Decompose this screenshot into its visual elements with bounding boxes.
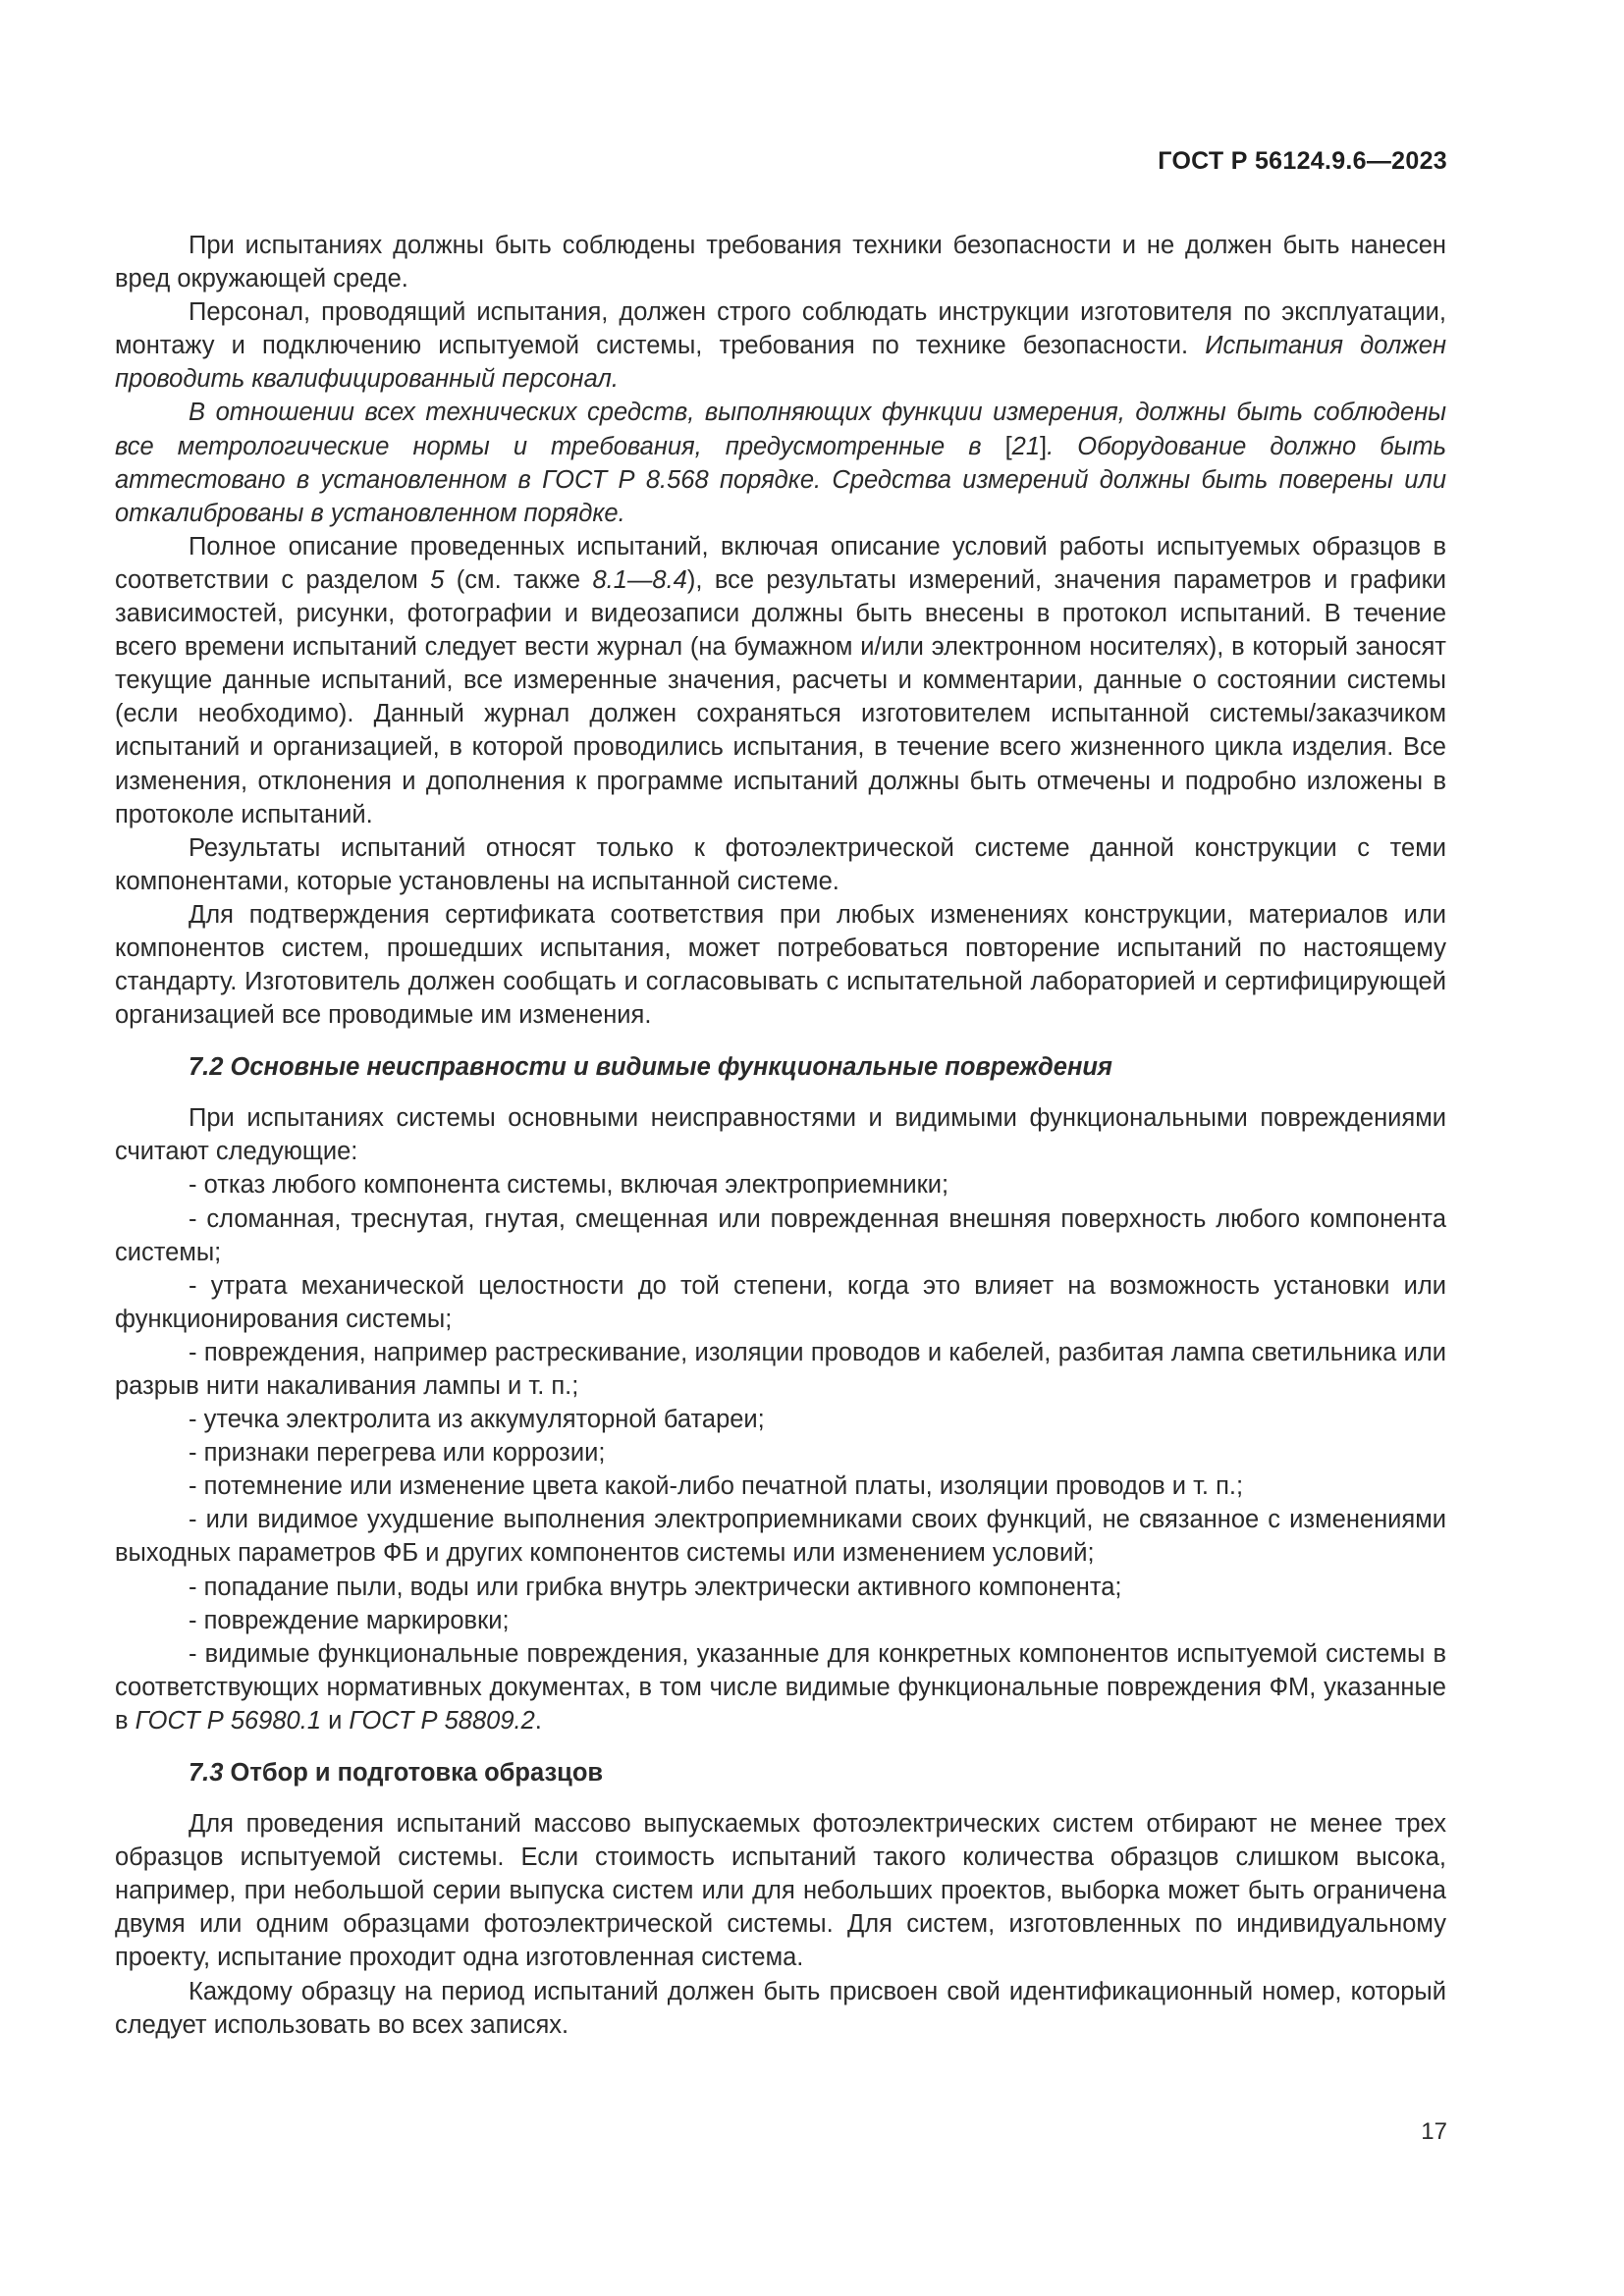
paragraph-certificate: Для подтверждения сертификата соответствия при любых изменениях конструкции, материалов или компонентов систем, прошедших испытания, может потребоваться повторение испытаний по настоящему стандарту. Изготовитель должен сообщать и согласовывать с испытательной лабораторией и сертифицирующей организацией все проводимые им изменения. <box>115 900 1446 1030</box>
page-body <box>115 229 1446 2042</box>
list-item: - или видимое ухудшение выполнения электроприемниками своих функций, не связанное с изменениями выходных параметров ФБ и других компонентов системы или изменением условий; <box>115 1506 1446 1568</box>
subsection-range-reference: 8.1—8.4 <box>592 565 687 594</box>
list-item: - повреждение маркировки; <box>189 1606 510 1634</box>
section-7-3-heading <box>115 1756 1446 1789</box>
page-number: 17 <box>1421 2118 1447 2145</box>
paragraph-metrology <box>115 396 1446 529</box>
section-7-2-heading: 7.2 Основные неисправности и видимые функциональные повреждения <box>189 1053 1112 1082</box>
section-7-3-title: Отбор и подготовка образцов <box>223 1759 604 1788</box>
paragraph-metrology-italic-a: В отношении всех технических средств, выполняющих функции измерения, должны быть соблюдены все метрологические нормы и требования, предусмотренные в <box>115 399 1446 460</box>
paragraph-personnel-text: Персонал, проводящий испытания, должен строго соблюдать инструкции изготовителя по эксплуатации, монтажу и подключению испытуемой системы, требования по технике безопасности. <box>115 298 1446 360</box>
bibliography-reference: 21 <box>1011 432 1041 460</box>
list-item-last-end: . <box>534 1706 542 1735</box>
list-item: - попадание пыли, воды или грибка внутрь электрически активного компонента; <box>189 1573 1122 1601</box>
paragraph-test-report-c: ), все результаты измерений, значения параметров и графики зависимостей, рисунки, фотографии и видеозаписи должны быть внесены в протокол испытаний. В течение всего времени испытаний следует вести журнал (на бумажном и/или электронном носителях), в который заносят текущие данные испытаний, все измеренные значения, расчеты и комментарии, данные о состоянии системы (если необходимо). Данный журнал должен сохраняться изготовителем испытанной системы/заказчиком испытаний и организацией, в которой проводились испытания, в течение всего жизненного цикла изделия. Все изменения, отклонения и дополнения к программе испытаний должны быть отмечены и подробно изложены в протоколе испытаний. <box>115 565 1446 828</box>
standard-code-header: ГОСТ Р 56124.9.6—2023 <box>1158 147 1447 175</box>
paragraph-metrology-italic-b: . Оборудование должно быть аттестовано в установленном в ГОСТ Р 8.568 порядке. Средства измерений должны быть поверены или откалиброваны в установленном порядке. <box>115 432 1446 527</box>
list-item-last <box>115 1637 1446 1737</box>
paragraph-personnel-italic: Испытания должен проводить квалифицированный персонал. <box>115 332 1446 394</box>
standard-reference-58809: ГОСТ Р 58809.2 <box>349 1706 535 1735</box>
section-7-2-intro: При испытаниях системы основными неисправностями и видимыми функциональными повреждениями считают следующие: <box>115 1104 1446 1166</box>
section-7-3-number: 7.3 <box>189 1759 224 1788</box>
bracket-close: ] <box>1040 432 1048 460</box>
list-item-last-text: - видимые функциональные повреждения, указанные для конкретных компонентов испытуемой системы в соответствующих нормативных документах, в том числе видимые функциональные повреждения ФМ, указанные в <box>115 1639 1446 1735</box>
list-item: - утечка электролита из аккумуляторной батареи; <box>189 1406 765 1434</box>
paragraph-personnel <box>115 295 1446 396</box>
paragraph-test-report-b: (см. также <box>444 565 593 594</box>
list-item: - утрата механической целостности до той степени, когда это влияет на возможность установки или функционирования системы; <box>115 1271 1446 1333</box>
list-item: - потемнение или изменение цвета какой-либо печатной платы, изоляции проводов и т. п.; <box>189 1472 1244 1501</box>
bracket-open: [ <box>1004 432 1012 460</box>
standard-reference-56980: ГОСТ Р 56980.1 <box>135 1706 321 1735</box>
paragraph-sampling: Для проведения испытаний массово выпускаемых фотоэлектрических систем отбирают не менее трех образцов испытуемой системы. Если стоимость испытаний такого количества образцов слишком высока, например, при небольшой серии выпуска систем или для небольших проектов, выборка может быть ограничена двумя или одним образцами фотоэлектрической системы. Для систем, изготовленных по индивидуальному проекту, испытание проходит одна изготовленная система. <box>115 1810 1446 1972</box>
paragraph-identification: Каждому образцу на период испытаний должен быть присвоен свой идентификационный номер, который следует использовать во всех записях. <box>115 1977 1446 2039</box>
list-item: - отказ любого компонента системы, включая электроприемники; <box>189 1171 949 1200</box>
paragraph-results-scope: Результаты испытаний относят только к фотоэлектрической системе данной конструкции с теми компонентами, которые установлены на испытанной системе. <box>115 833 1446 895</box>
paragraph-test-report <box>115 530 1446 831</box>
conjunction: и <box>321 1706 350 1735</box>
list-item: - повреждения, например растрескивание, изоляции проводов и кабелей, разбитая лампа светильника или разрыв нити накаливания лампы и т. п.; <box>115 1338 1446 1400</box>
paragraph-safety: При испытаниях должны быть соблюдены требования техники безопасности и не должен быть нанесен вред окружающей среде. <box>115 232 1446 294</box>
list-item: - сломанная, треснутая, гнутая, смещенная или поврежденная внешняя поверхность любого компонента системы; <box>115 1204 1446 1266</box>
list-item: - признаки перегрева или коррозии; <box>189 1439 606 1468</box>
section-reference: 5 <box>430 565 445 594</box>
paragraph-test-report-a: Полное описание проведенных испытаний, включая описание условий работы испытуемых образцов в соответствии с разделом <box>115 532 1446 594</box>
